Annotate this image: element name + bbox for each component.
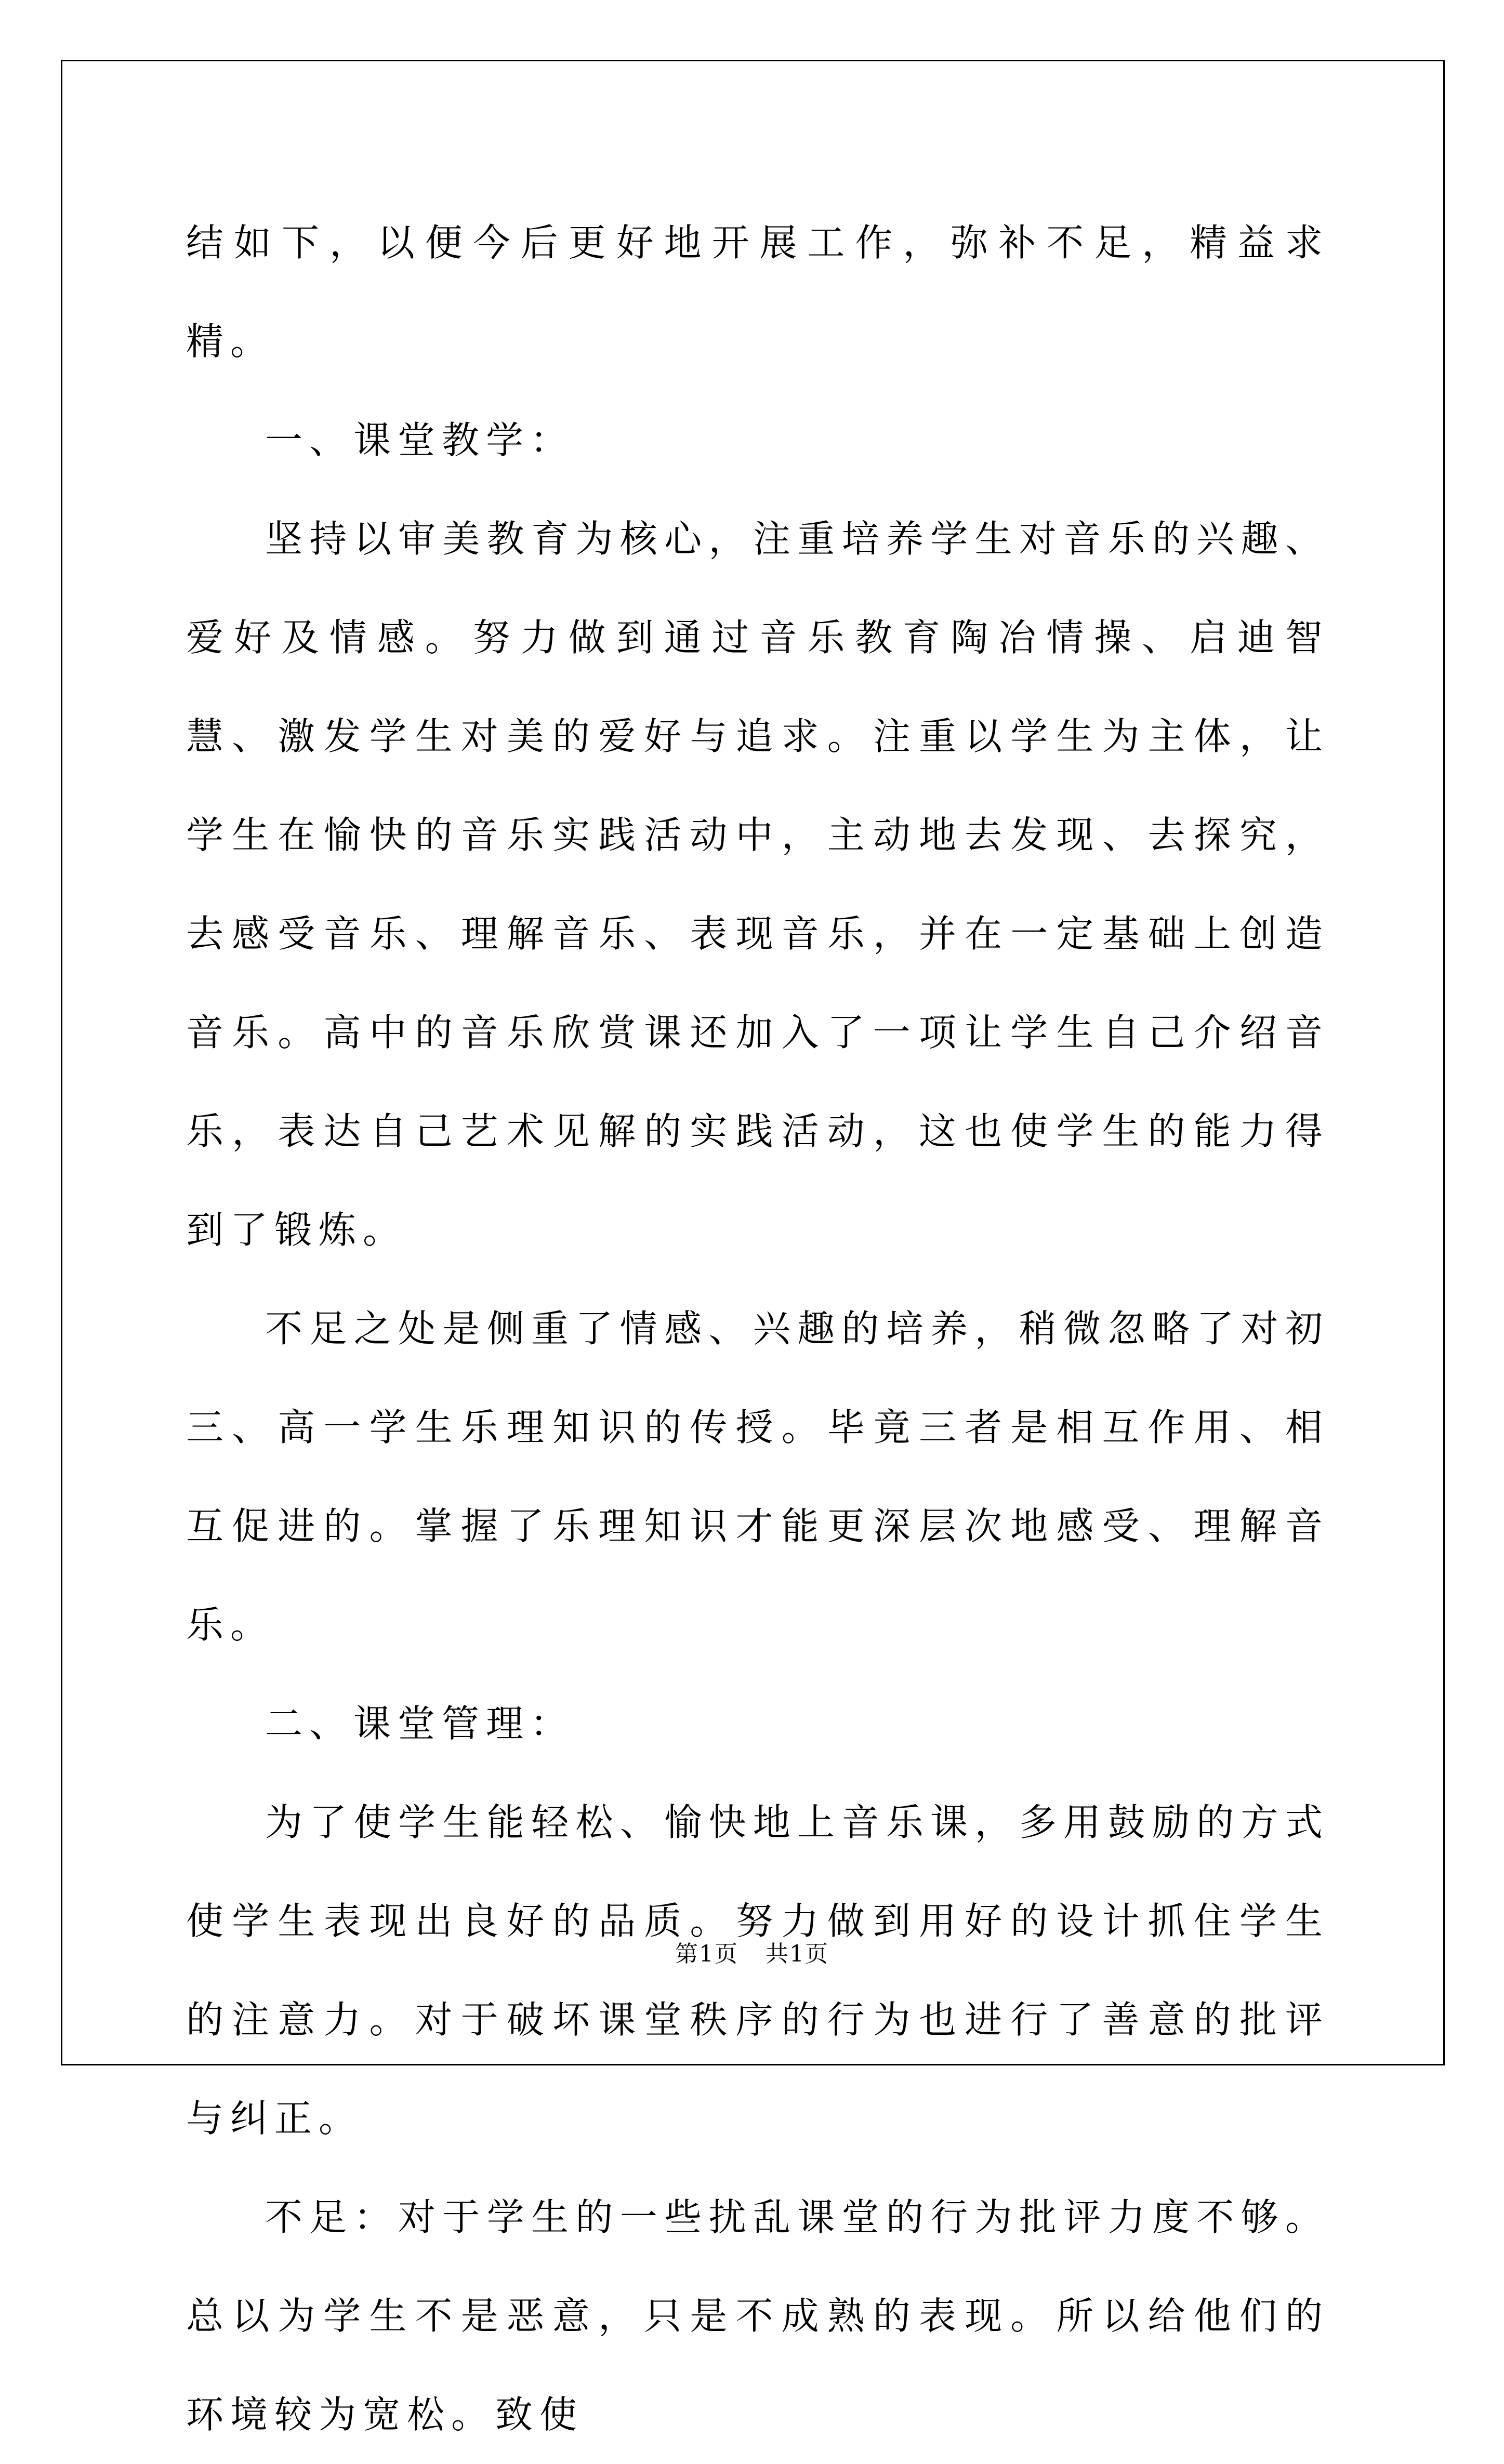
page-number: 第1页 <box>675 1941 738 1967</box>
paragraph-teaching-approach: 坚持以审美教育为核心，注重培养学生对音乐的兴趣、爱好及情感。努力做到通过音乐教育陶冶情操、启迪智慧、激发学生对美的爱好与追求。注重以学生为主体，让学生在愉快的音乐实践活动中，主动地去发现、去探究，去感受音乐、理解音乐、表现音乐，并在一定基础上创造音乐。高中的音乐欣赏课还加入了一项让学生自己介绍音乐，表达自己艺术见解的实践活动，这也使学生的能力得到了锻炼。 <box>186 517 1329 1252</box>
paragraph-continuation: 结如下，以便今后更好地开展工作，弥补不足，精益求精。 <box>186 221 1329 363</box>
section-heading-classroom-teaching: 一、课堂教学： <box>265 418 575 462</box>
paragraph-management-approach: 为了使学生能轻松、愉快地上音乐课，多用鼓励的方式使学生表现出良好的品质。努力做到用好的设计抓住学生的注意力。对于破坏课堂秩序的行为也进行了善意的批评与纠正。 <box>186 1800 1329 2140</box>
page-total: 共1页 <box>766 1941 829 1967</box>
page-footer <box>0 1935 1504 1968</box>
paragraph-teaching-shortcomings: 不足之处是侧重了情感、兴趣的培养，稍微忽略了对初三、高一学生乐理知识的传授。毕竟三者是相互作用、相互促进的。掌握了乐理知识才能更深层次地感受、理解音乐。 <box>186 1307 1329 1647</box>
document-body <box>186 193 1329 2464</box>
paragraph-management-shortcomings: 不足：对于学生的一些扰乱课堂的行为批评力度不够。总以为学生不是恶意，只是不成熟的表现。所以给他们的环境较为宽松。致使 <box>186 2195 1329 2436</box>
section-heading-classroom-management: 二、课堂管理： <box>265 1702 575 1745</box>
